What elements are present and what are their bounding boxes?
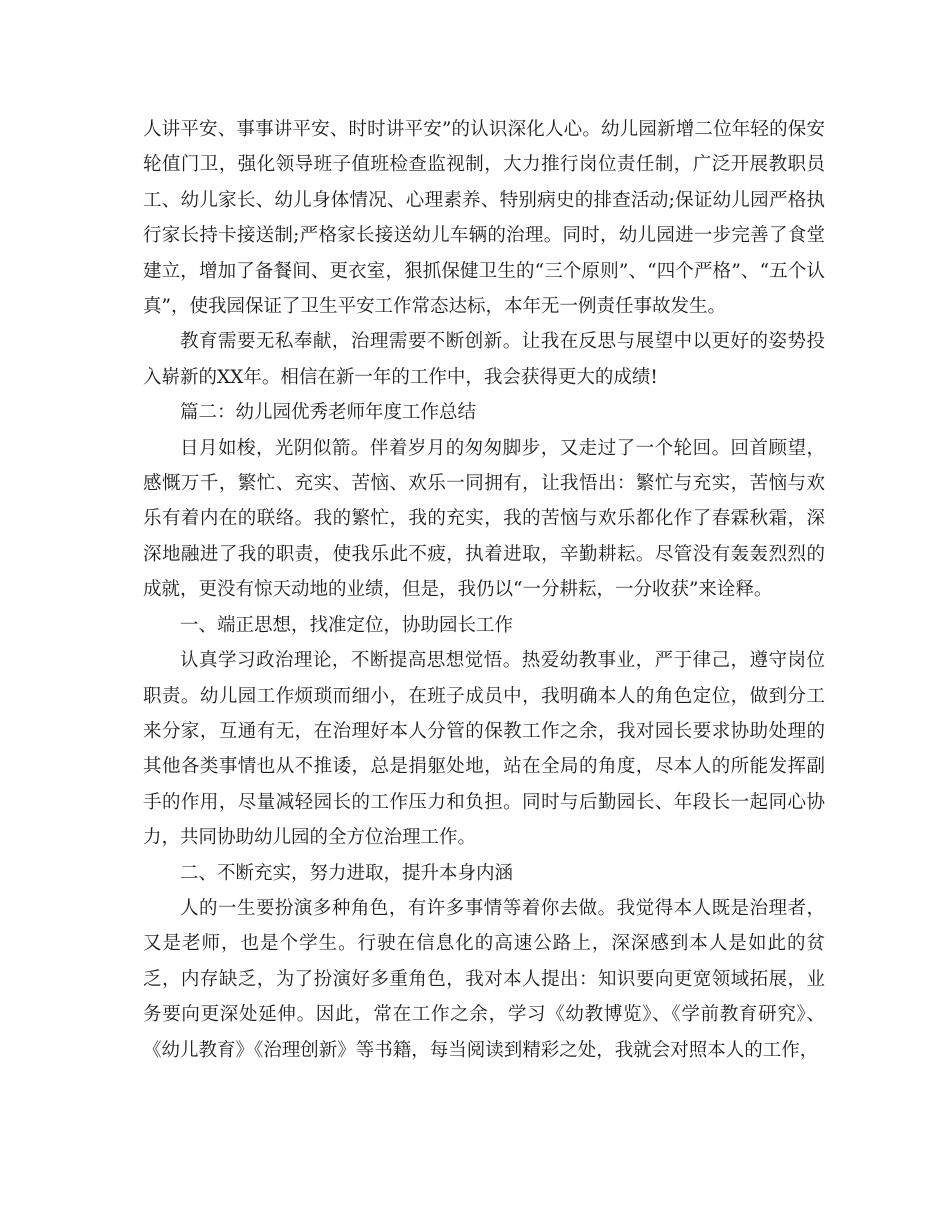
document-body [143,112,825,1068]
paragraph-year-reflection: 日月如梭，光阴似箭。伴着岁月的匆匆脚步，又走过了一个轮回。回首顾望，感慨万千，繁忙、充实、苦恼、欢乐一同拥有，让我悟出：繁忙与充实，苦恼与欢乐有着内在的联络。我的繁忙，我的充实，我的苦恼与欢乐都化作了春霖秋霜，深深地融进了我的职责，使我乐此不疲，执着进取，辛勤耕耘。尽管没有轰轰烈烈的成就，更没有惊天动地的业绩，但是，我仍以“一分耕耘，一分收获”来诠释。 [143,437,825,601]
paragraph-assist-director: 认真学习政治理论，不断提高思想觉悟。热爱幼教事业，严于律己，遵守岗位职责。幼儿园工作烦琐而细小，在班子成员中，我明确本人的角色定位，做到分工来分家，互通有无，在治理好本人分管的保教工作之余，我对园长要求协助处理的其他各类事情也从不推诿，总是捐躯处地，站在全局的角度，尽本人的所能发挥副手的作用，尽量减轻园长的工作压力和负担。同时与后勤园长、年段长一起同心协力，共同协助幼儿园的全方位治理工作。 [143,650,825,849]
paragraph-closing-remarks: 教育需要无私奉献，治理需要不断创新。让我在反思与展望中以更好的姿势投入崭新的XX年。相信在新一年的工作中，我会获得更大的成绩! [143,331,825,388]
paragraph-safety-measures: 人讲平安、事事讲平安、时时讲平安”的认识深化人心。幼儿园新增二位年轻的保安轮值门卫，强化领导班子值班检查监视制，大力推行岗位责任制，广泛开展教职员工、幼儿家长、幼儿身体情况、心理素养、特别病史的排查活动;保证幼儿园严格执行家长持卡接送制;严格家长接送幼儿车辆的治理。同时，幼儿园进一步完善了食堂建立，增加了备餐间、更衣室，狠抓保健卫生的“三个原则”、“四个严格”、“五个认真”，使我园保证了卫生平安工作常态达标，本年无一例责任事故发生。 [143,119,825,318]
section-heading-part-two: 篇二：幼儿园优秀老师年度工作总结 [180,402,477,424]
paragraph-self-improvement: 人的一生要扮演多种角色，有许多事情等着你去做。我觉得本人既是治理者，又是老师，也是个学生。行驶在信息化的高速公路上，深深感到本人是如此的贫乏，内存缺乏，为了扮演好多重角色，我对本人提出：知识要向更宽领域拓展，业务要向更深处延伸。因此，常在工作之余，学习《幼教博览》、《学前教育研究》、《幼儿教育》《治理创新》等书籍，每当阅读到精彩之处，我就会对照本人的工作， [143,897,825,1061]
section-heading-two: 二、不断充实，努力进取，提升本身内涵 [180,862,514,884]
section-heading-one: 一、端正思想，找准定位，协助园长工作 [180,614,514,636]
